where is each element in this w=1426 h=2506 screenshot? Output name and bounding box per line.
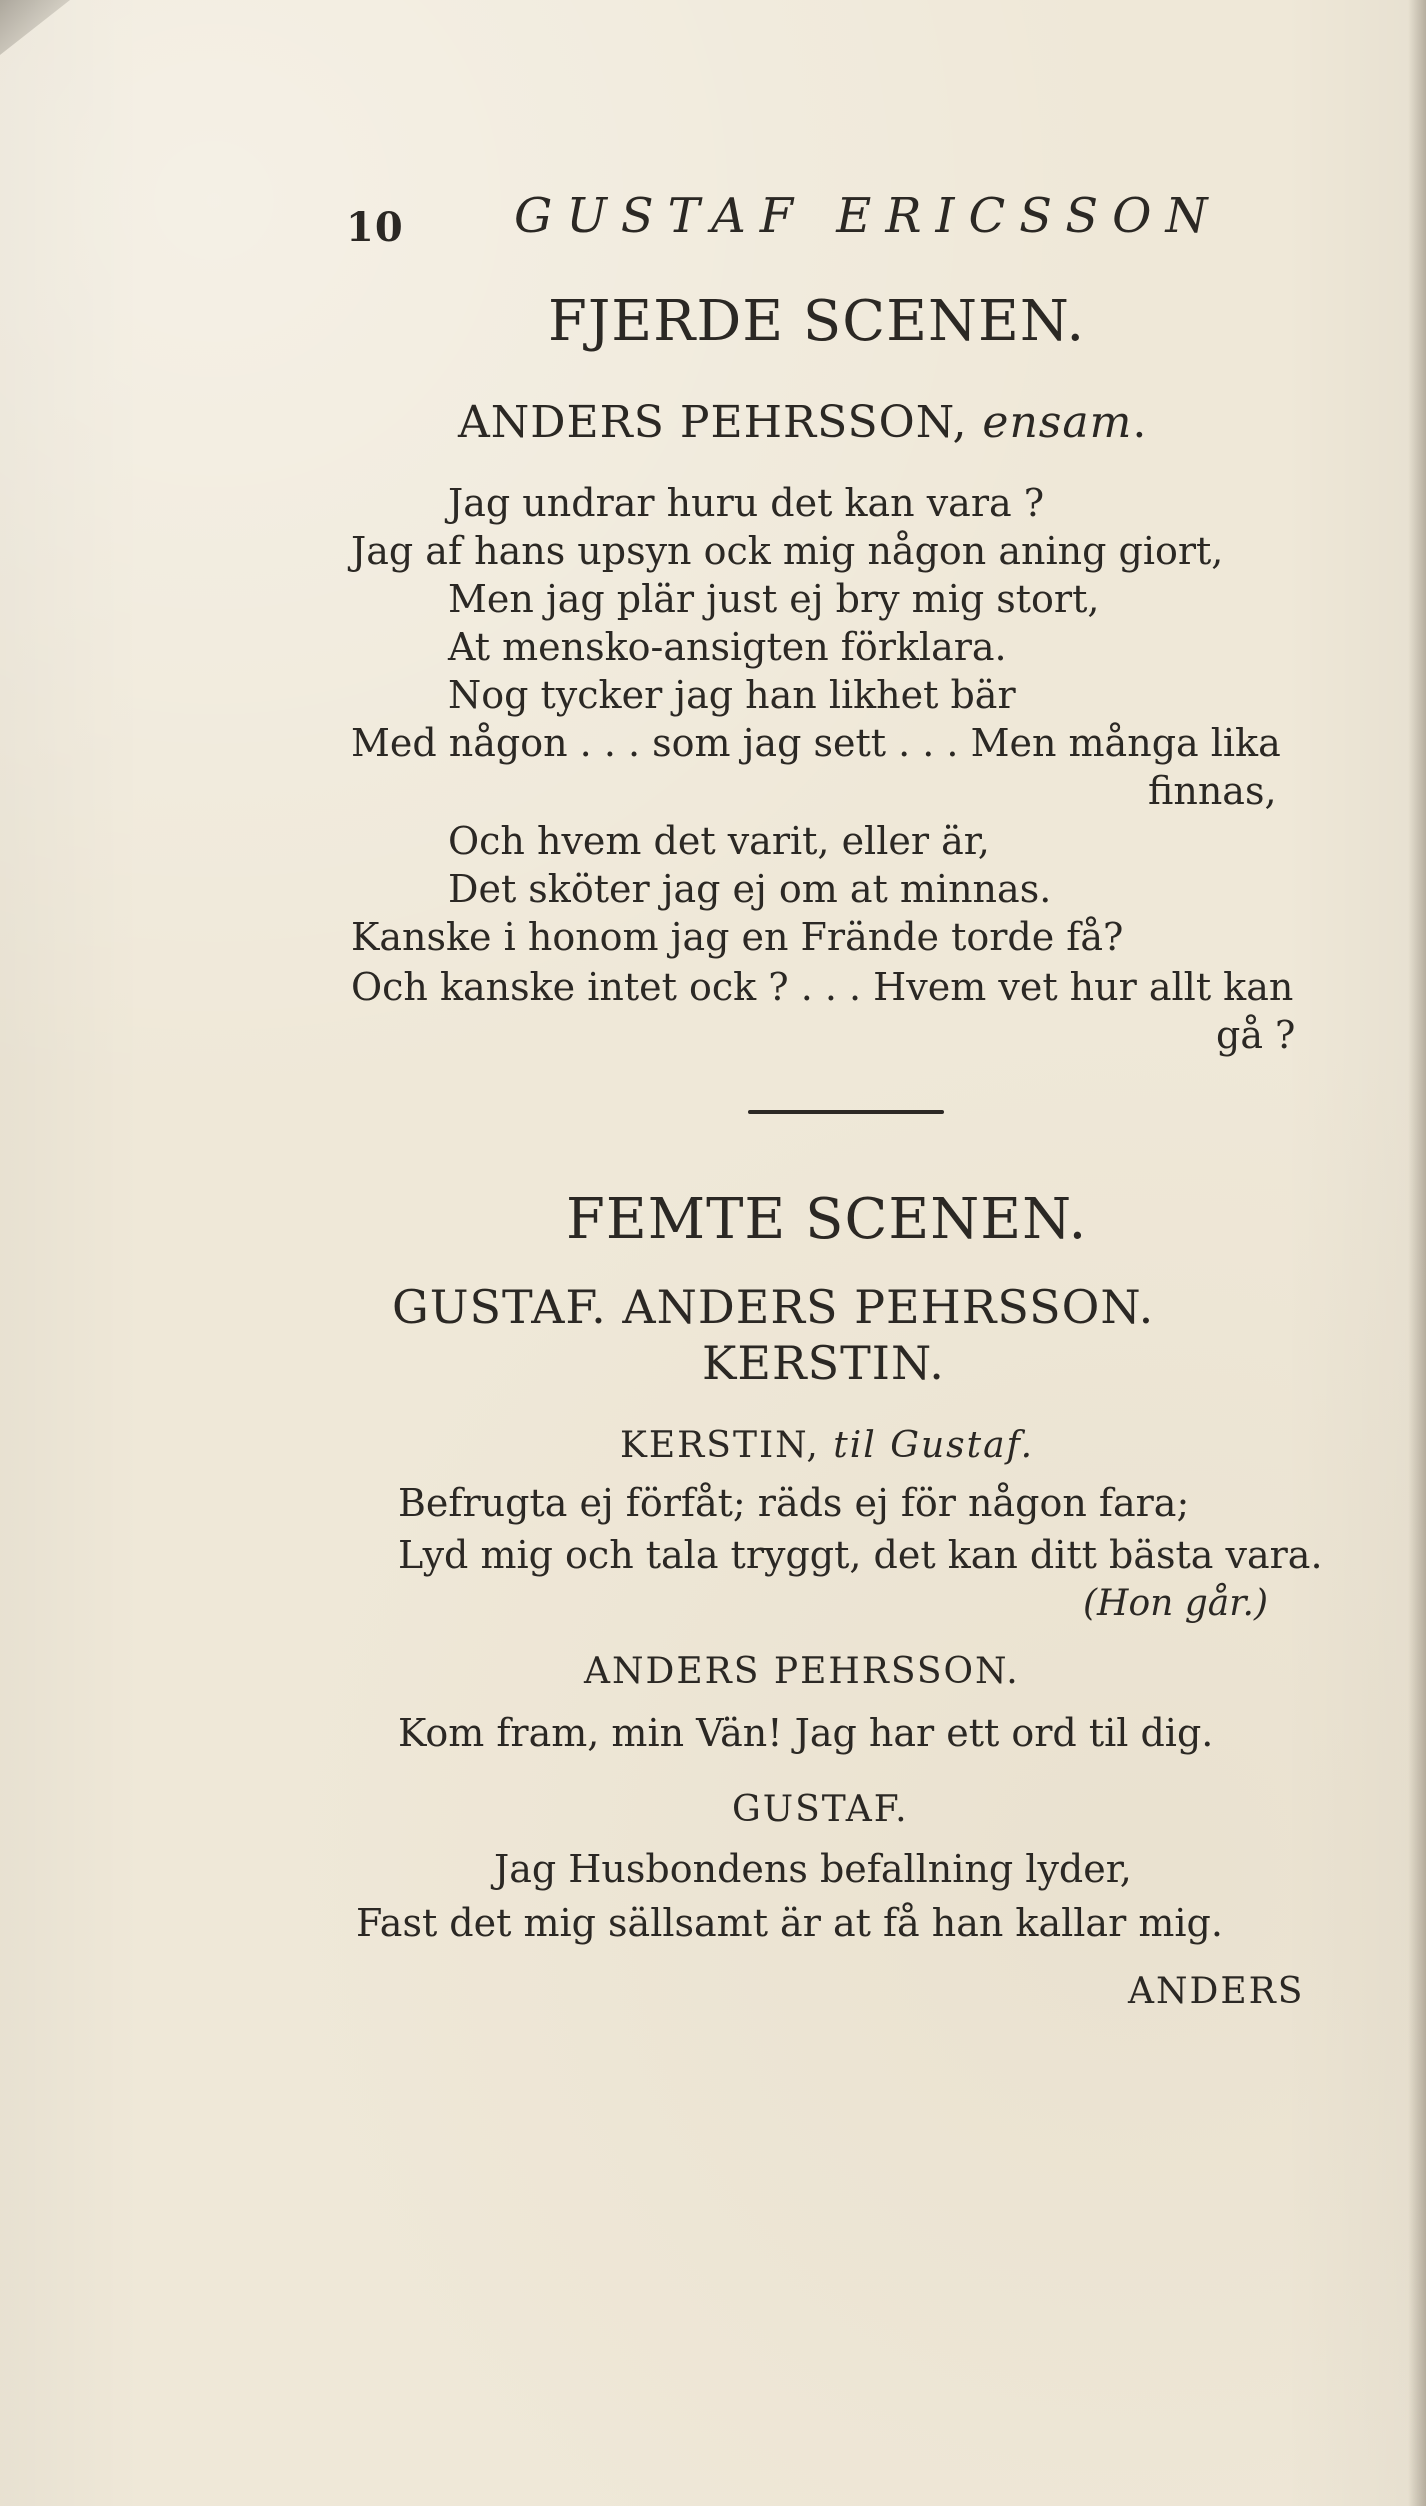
page-number: 10 — [346, 204, 404, 251]
kerstin-separator: , — [806, 1425, 834, 1466]
scene-4-line-7: Och hvem det varit, eller är, — [448, 819, 990, 863]
anders-line: Kom fram, min Vän! Jag har ett ord til dig. — [398, 1711, 1214, 1755]
scene-4-speaker-name: ANDERS PEHRSSON — [458, 397, 953, 448]
catchword: ANDERS — [1128, 1971, 1305, 2012]
kerstin-line-1: Befrugta ej förfåt; räds ej för någon fara; — [398, 1481, 1190, 1525]
scene-4-speaker — [458, 397, 1148, 448]
scene-4-speaker-note: ensam — [982, 397, 1133, 448]
scene-divider — [748, 1110, 944, 1114]
scene-4-line-6: Med någon . . . som jag sett . . . Men många lika — [351, 721, 1281, 765]
page-corner-shadow — [0, 0, 70, 55]
kerstin-note: til Gustaf. — [833, 1425, 1035, 1466]
anders-speaker-heading: ANDERS PEHRSSON. — [584, 1651, 1020, 1692]
stage-direction: (Hon går.) — [1083, 1583, 1268, 1624]
kerstin-speaker-heading — [620, 1425, 1035, 1466]
kerstin-name: KERSTIN — [620, 1425, 807, 1466]
scene-4-line-2: Jag af hans upsyn ock mig någon aning giort, — [351, 529, 1224, 573]
gustaf-speaker-heading: GUSTAF. — [732, 1789, 909, 1830]
scene-4-speaker-separator: , — [952, 397, 983, 448]
scene-4-line-8: Det sköter jag ej om at minnas. — [448, 867, 1052, 911]
scene-4-line-10-continuation: gå ? — [1216, 1013, 1296, 1057]
scene-5-title: FEMTE SCENEN. — [566, 1187, 1088, 1252]
scene-4-speaker-period: . — [1132, 397, 1148, 448]
scene-4-title: FJERDE SCENEN. — [548, 289, 1086, 354]
running-header: GUSTAF ERICSSON — [514, 188, 1222, 244]
scene-4-line-9: Kanske i honom jag en Frände torde få? — [351, 915, 1124, 959]
kerstin-line-2: Lyd mig och tala tryggt, det kan ditt bästa vara. — [398, 1533, 1323, 1577]
scene-4-line-5: Nog tycker jag han likhet bär — [448, 673, 1016, 717]
scene-5-cast-line-2: KERSTIN. — [702, 1336, 945, 1390]
scene-5-cast-line-1: GUSTAF. ANDERS PEHRSSON. — [392, 1280, 1155, 1334]
gustaf-line-2: Fast det mig sällsamt är at få han kallar mig. — [356, 1901, 1223, 1945]
gustaf-line-1: Jag Husbondens befallning lyder, — [494, 1847, 1132, 1891]
scene-4-line-3: Men jag plär just ej bry mig stort, — [448, 577, 1100, 621]
scene-4-line-4: At mensko-ansigten förklara. — [448, 625, 1007, 669]
scene-4-line-6-continuation: finnas, — [1148, 769, 1277, 813]
page-edge-shadow — [1408, 0, 1426, 2506]
scene-4-line-10: Och kanske intet ock ? . . . Hvem vet hur allt kan — [351, 965, 1294, 1009]
scene-4-line-1: Jag undrar huru det kan vara ? — [448, 481, 1045, 525]
